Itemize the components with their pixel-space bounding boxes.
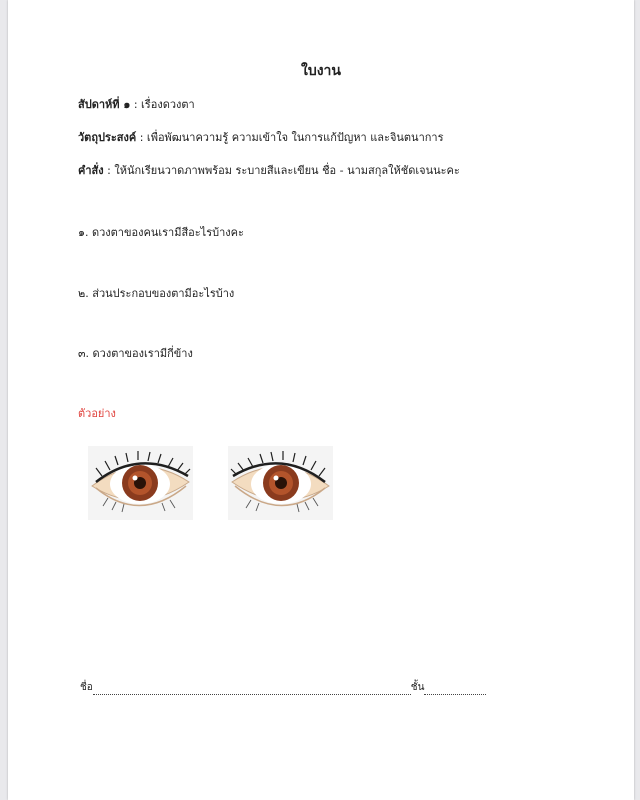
week-value: : เรื่องดวงตา (133, 98, 195, 111)
instruction-value: : ให้นักเรียนวาดภาพพร้อม ระบายสีและเขียน ชื่อ - นามสกุลให้ชัดเจนนะคะ (107, 164, 460, 177)
name-label: ชื่อ (80, 682, 93, 693)
objective-line (78, 128, 444, 146)
question-2: ๒. ส่วนประกอบของตามีอะไรบ้าง (78, 287, 235, 300)
page-title: ใบงาน (301, 63, 341, 79)
objective-label: วัตถุประสงค์ (78, 131, 137, 144)
instruction-label: คำสั่ง (78, 164, 104, 177)
question-1: ๑. ดวงตาของคนเรามีสีอะไรบ้างคะ (78, 226, 244, 239)
week-line (78, 95, 195, 113)
class-blank[interactable] (424, 684, 486, 695)
objective-value: : เพื่อพัฒนาความรู้ ความเข้าใจ ในการแก้ปัญหา และจินตนาการ (139, 131, 444, 144)
question-3: ๓. ดวงตาของเรามีกี่ข้าง (78, 347, 193, 360)
example-label: ตัวอย่าง (78, 407, 116, 420)
class-label: ชั้น (410, 682, 425, 693)
instruction-line (78, 161, 460, 179)
eye-illustration-left-icon (88, 446, 193, 520)
week-label: สัปดาห์ที่ ๑ (78, 98, 131, 111)
name-blank[interactable] (93, 684, 411, 695)
name-class-line (80, 680, 486, 695)
eye-illustration-right-icon (228, 446, 333, 520)
worksheet-page (8, 0, 634, 800)
